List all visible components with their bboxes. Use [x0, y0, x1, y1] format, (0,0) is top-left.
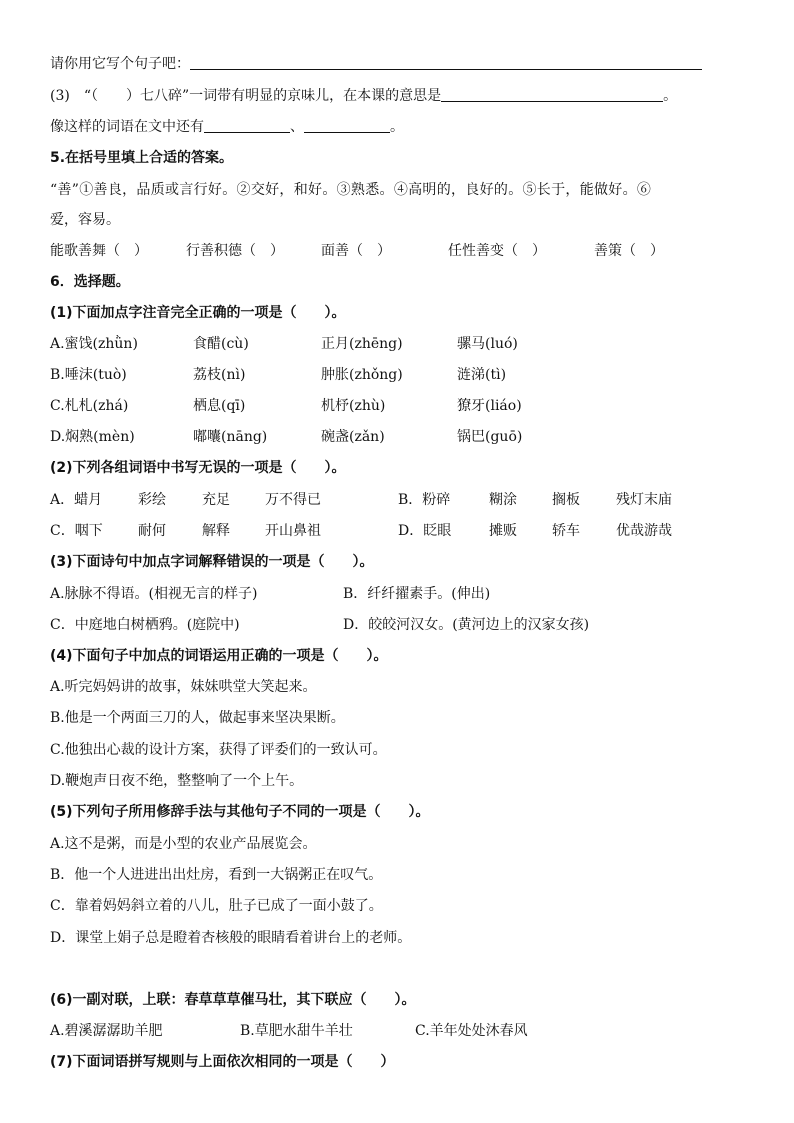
option-word: 糊涂 — [489, 492, 517, 508]
q6-1-question: (1)下面加点字注音完全正确的一项是（ ）。 — [50, 305, 346, 321]
option[interactable]: A.听完妈妈讲的故事，妹妹哄堂大笑起来。 — [50, 679, 317, 695]
option-word: 摊贩 — [489, 523, 517, 539]
period: 。 — [390, 119, 404, 135]
answer-blank[interactable] — [304, 118, 390, 133]
sentence-prompt: 请你用它写个句子吧： — [50, 56, 190, 72]
option[interactable]: D.焖熟(mèn) — [50, 429, 135, 445]
option[interactable]: C.羊年处处沐春风 — [415, 1023, 528, 1039]
q3-line — [50, 86, 677, 106]
option[interactable]: B.他是一个两面三刀的人，做起事来坚决果断。 — [50, 710, 345, 726]
option[interactable]: C.他独出心裁的设计方案，获得了评委们的一致认可。 — [50, 742, 387, 758]
separator: 、 — [290, 119, 304, 135]
option-word: 肿胀(zhǒng) — [321, 367, 403, 383]
answer-blank[interactable] — [190, 55, 702, 70]
option-word: 栖息(qī) — [193, 398, 246, 414]
option-word: 解释 — [202, 523, 230, 539]
similar-words-text: 像这样的词语在文中还有 — [50, 119, 204, 135]
q6-7-question: (7)下面词语拼写规则与上面依次相同的一项是（ ） — [50, 1054, 395, 1070]
option[interactable]: B．粉碎 — [398, 492, 451, 508]
option[interactable]: D．课堂上娟子总是瞪着杏核般的眼睛看着讲台上的老师。 — [50, 930, 412, 946]
option-word: 搁板 — [552, 492, 580, 508]
q6-title: 6．选择题。 — [50, 274, 130, 290]
option[interactable]: A.碧溪潺潺助羊肥 — [50, 1023, 163, 1039]
option[interactable]: D．眨眼 — [398, 523, 452, 539]
option-word: 涟涕(tì) — [457, 367, 507, 383]
option-word: 碗盏(zǎn) — [321, 429, 385, 445]
option-word: 正月(zhēng) — [321, 336, 403, 352]
sentence-prompt-line — [50, 54, 702, 74]
option-word: 耐何 — [138, 523, 166, 539]
option[interactable]: D.鞭炮声日夜不绝，整整响了一个上午。 — [50, 773, 304, 789]
option[interactable]: C．靠着妈妈斜立着的八儿，肚子已成了一面小鼓了。 — [50, 898, 383, 914]
option-word: 嘟囔(nāng) — [193, 429, 268, 445]
q5-item[interactable]: 面善（ ） — [321, 243, 391, 259]
option-word: 残灯末庙 — [616, 492, 672, 508]
option-word: 优哉游哉 — [616, 523, 672, 539]
option-word: 食醋(cù) — [193, 336, 249, 352]
option[interactable]: B.草肥水甜牛羊壮 — [240, 1023, 353, 1039]
option[interactable]: C．中庭地白树栖鸦。(庭院中) — [50, 617, 240, 633]
option-word: 开山鼻祖 — [265, 523, 321, 539]
q5-definition-line2: 爱，容易。 — [50, 212, 120, 228]
q5-item[interactable]: 善策（ ） — [594, 243, 664, 259]
q3-similar-line — [50, 117, 404, 137]
option-word: 彩绘 — [138, 492, 166, 508]
option[interactable]: B．他一个人进进出出灶房，看到一大锅粥正在叹气。 — [50, 867, 383, 883]
q5-item[interactable]: 行善积德（ ） — [186, 243, 284, 259]
option[interactable]: A.脉脉不得语。(相视无言的样子) — [50, 586, 258, 602]
option-word: 獠牙(liáo) — [457, 398, 522, 414]
option[interactable]: A．蜡月 — [50, 492, 103, 508]
q6-6-question: (6)一副对联，上联：春草草草催马壮，其下联应（ ）。 — [50, 992, 416, 1008]
option-word: 荔枝(nì) — [193, 367, 246, 383]
answer-blank[interactable] — [441, 87, 663, 102]
q5-title: 5.在括号里填上合适的答案。 — [50, 150, 234, 166]
q6-5-question: (5)下列句子所用修辞手法与其他句子不同的一项是（ ）。 — [50, 804, 430, 820]
q3-text: (3) “（ ）七八碎”一词带有明显的京味儿，在本课的意思是 — [50, 88, 442, 104]
option-word: 锅巴(guō) — [457, 429, 523, 445]
q5-item[interactable]: 能歌善舞（ ） — [50, 243, 148, 259]
answer-blank[interactable] — [204, 118, 290, 133]
q6-4-question: (4)下面句子中加点的词语运用正确的一项是（ ）。 — [50, 648, 388, 664]
q6-3-question: (3)下面诗句中加点字词解释错误的一项是（ ）。 — [50, 554, 374, 570]
option[interactable]: B．纤纤擢素手。(伸出) — [343, 586, 491, 602]
option[interactable]: A.这不是粥，而是小型的农业产品展览会。 — [50, 836, 317, 852]
option[interactable]: D．皎皎河汉女。(黄河边上的汉家女孩) — [343, 617, 590, 633]
q5-item[interactable]: 任性善变（ ） — [448, 243, 546, 259]
option-word: 轿车 — [552, 523, 580, 539]
q6-2-question: (2)下列各组词语中书写无误的一项是（ ）。 — [50, 460, 346, 476]
option[interactable]: C．咽下 — [50, 523, 103, 539]
q5-definition-line1: “善”①善良，品质或言行好。②交好，和好。③熟悉。④高明的，良好的。⑤长于，能做好。⑥ — [50, 182, 652, 198]
option-word: 万不得已 — [265, 492, 321, 508]
option[interactable]: C.札札(zhá) — [50, 398, 129, 414]
option-word: 骡马(luó) — [457, 336, 518, 352]
option[interactable]: A.蜜饯(zhǜn) — [50, 336, 138, 352]
period: 。 — [663, 88, 678, 104]
option-word: 机杼(zhù) — [321, 398, 386, 414]
option[interactable]: B.唾沫(tuò) — [50, 367, 127, 383]
option-word: 充足 — [202, 492, 230, 508]
